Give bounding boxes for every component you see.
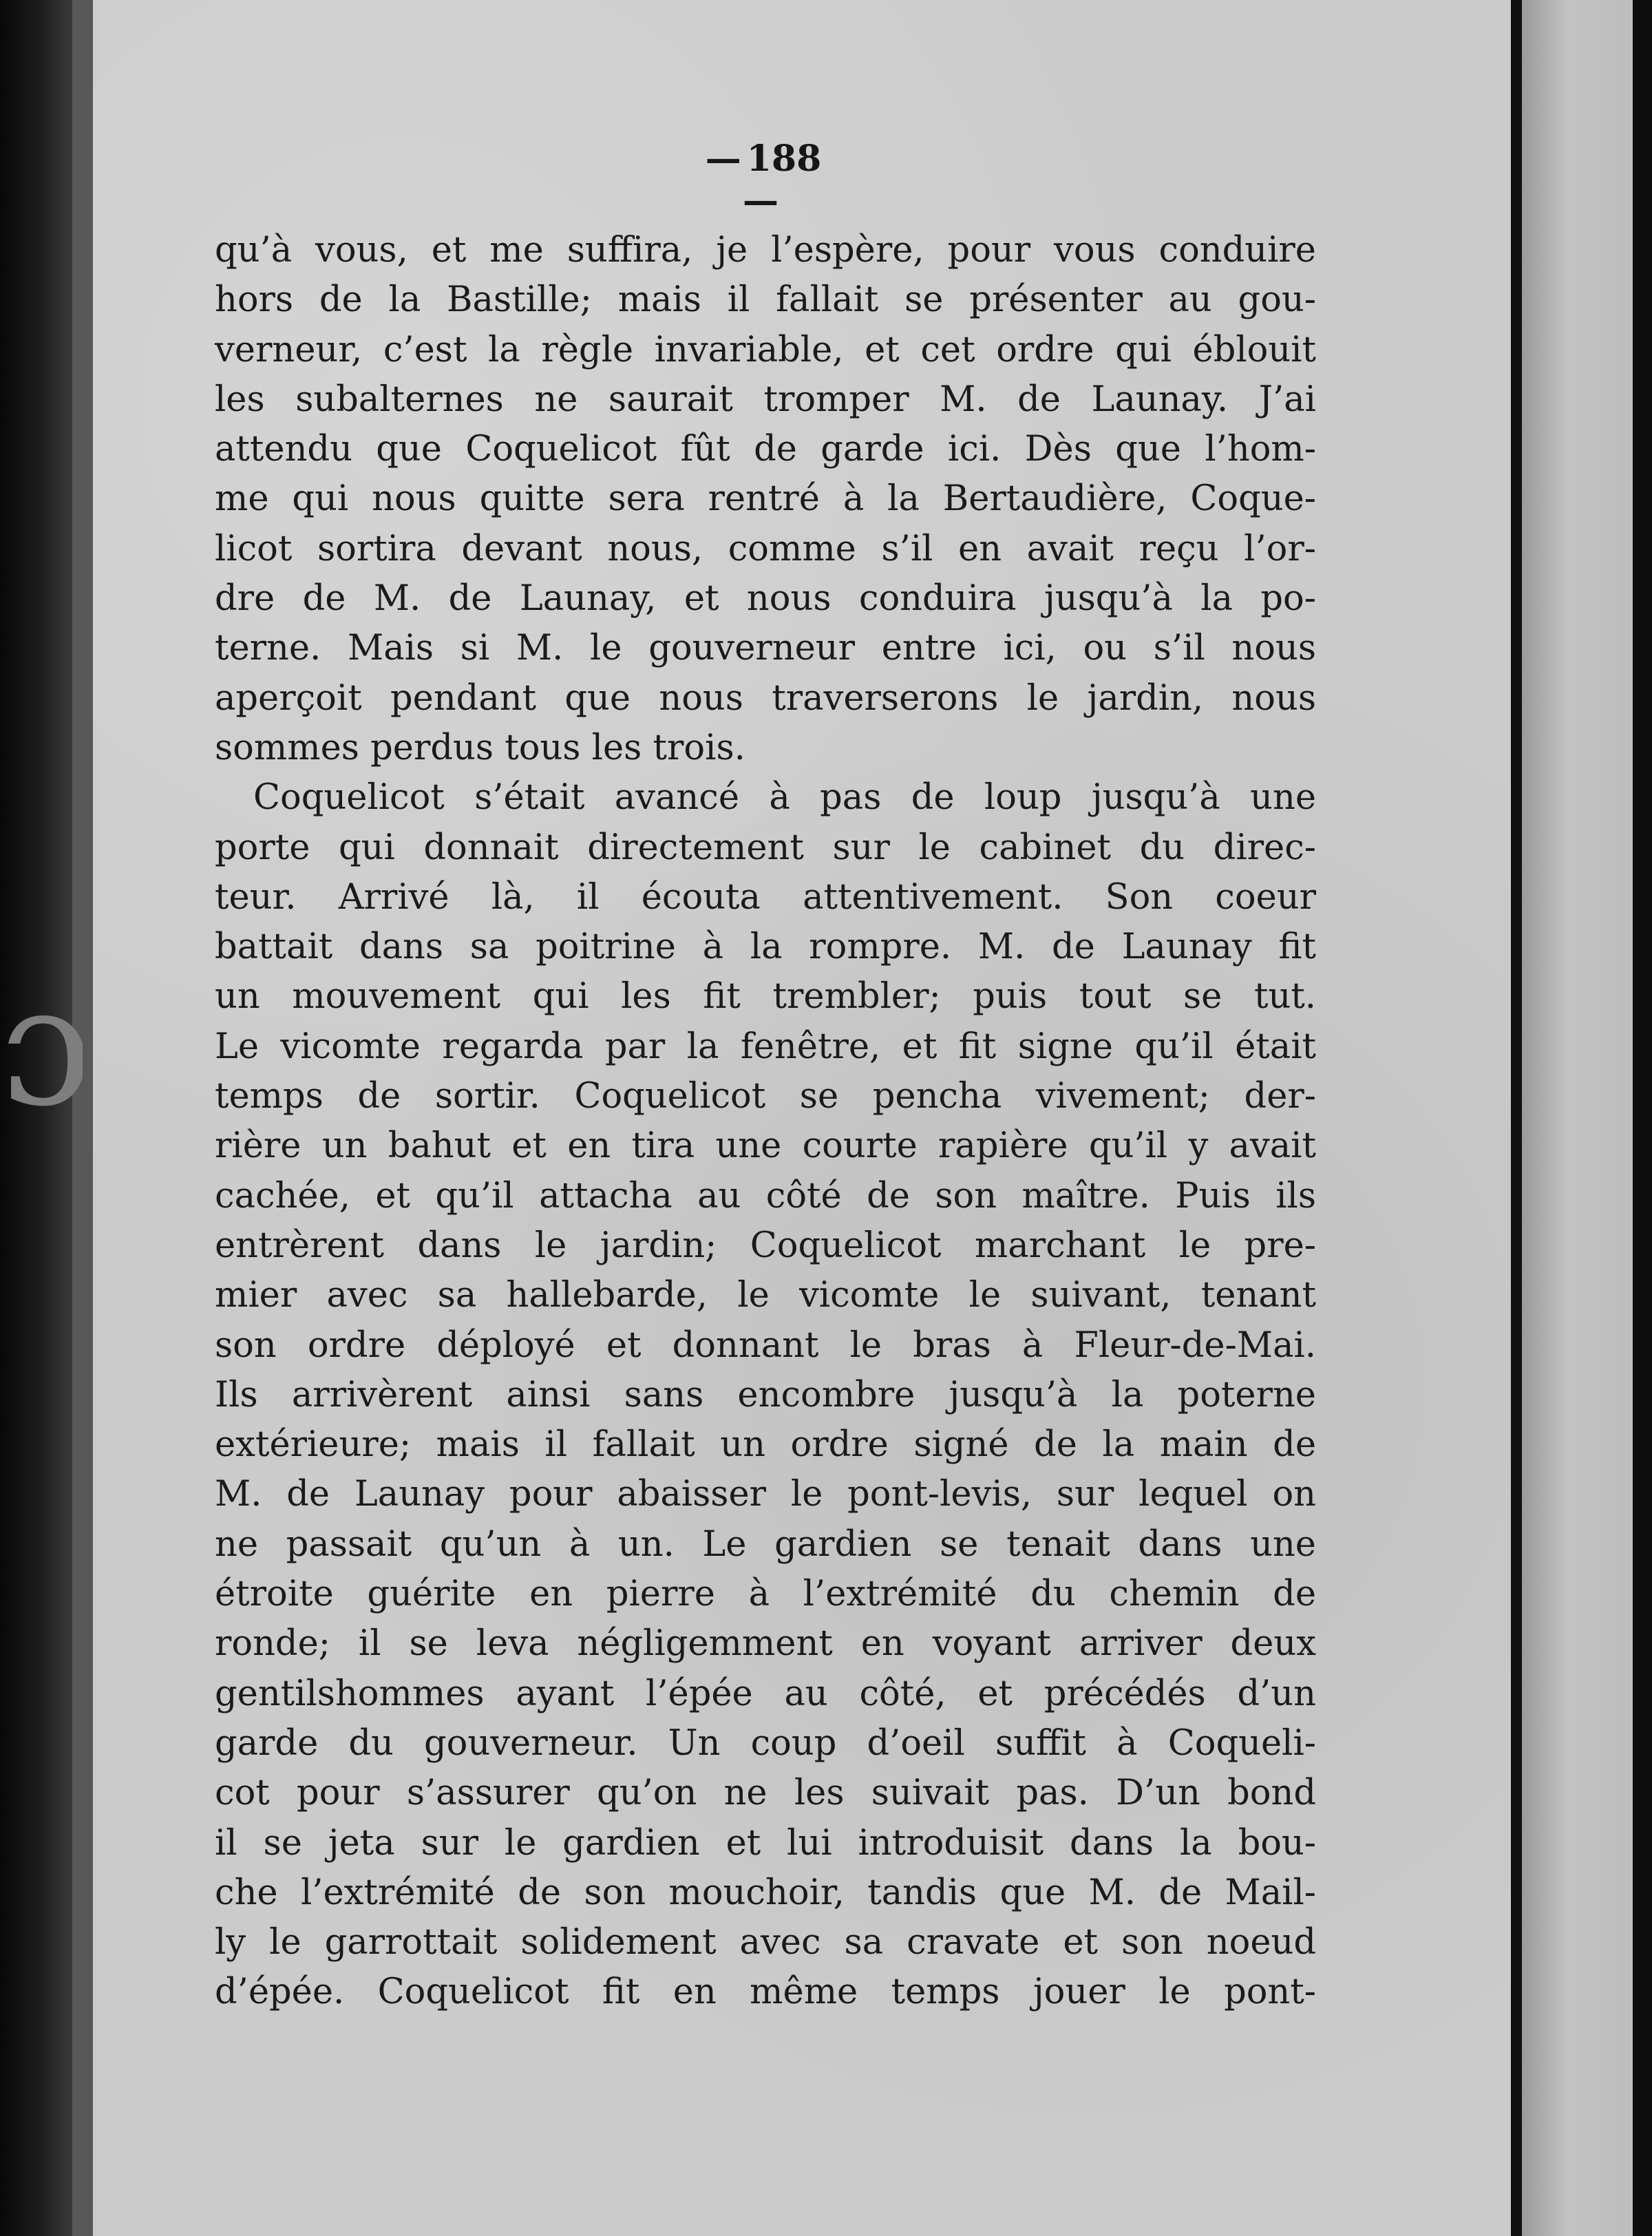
book-gutter bbox=[1511, 0, 1522, 2236]
text-line: les subalternes ne saurait tromper M. de Launay. J’ai bbox=[215, 379, 1316, 420]
paragraph-first-line: Coquelicot s’était avancé à pas de loup jusqu’à une bbox=[253, 777, 1316, 819]
page-number-dash-right: — bbox=[743, 180, 779, 222]
text-line: cachée, et qu’il attacha au côté de son maître. Puis ils bbox=[215, 1175, 1316, 1216]
text-line: attendu que Coquelicot fût de garde ici. Dès que l’hom- bbox=[215, 429, 1316, 470]
text-line: garde du gouverneur. Un coup d’oeil suffit à Coqueli- bbox=[215, 1722, 1316, 1764]
page-number-dash-left: — bbox=[705, 138, 741, 180]
page-number bbox=[678, 138, 843, 222]
text-line: gentilshommes ayant l’épée au côté, et précédés d’un bbox=[215, 1673, 1316, 1714]
text-line: extérieure; mais il fallait un ordre signé de la main de bbox=[215, 1424, 1316, 1466]
text-line: un mouvement qui les fit trembler; puis tout se tut. bbox=[215, 976, 1316, 1017]
text-line: M. de Launay pour abaisser le pont-levis, sur lequel on bbox=[215, 1474, 1316, 1515]
text-line: terne. Mais si M. le gouverneur entre ici, ou s’il nous bbox=[215, 628, 1316, 669]
text-line: qu’à vous, et me suffira, je l’espère, pour vous conduire bbox=[215, 230, 1316, 271]
text-line: aperçoit pendant que nous traverserons le jardin, nous bbox=[215, 677, 1316, 719]
text-line: licot sortira devant nous, comme s’il en avait reçu l’or- bbox=[215, 528, 1316, 569]
text-line: ly le garrottait solidement avec sa cravate et son noeud bbox=[215, 1922, 1316, 1963]
text-line: temps de sortir. Coquelicot se pencha vivement; der- bbox=[215, 1076, 1316, 1117]
text-line: che l’extrémité de son mouchoir, tandis que M. de Mail- bbox=[215, 1872, 1316, 1913]
text-line: il se jeta sur le gardien et lui introduisit dans la bou- bbox=[215, 1822, 1316, 1864]
text-line: son ordre déployé et donnant le bras à Fleur-de-Mai. bbox=[215, 1325, 1316, 1366]
text-line: verneur, c’est la règle invariable, et cet ordre qui éblouit bbox=[215, 329, 1316, 370]
text-line: entrèrent dans le jardin; Coquelicot marchant le pre- bbox=[215, 1225, 1316, 1266]
text-line: ne passait qu’un à un. Le gardien se tenait dans une bbox=[215, 1523, 1316, 1565]
text-line: étroite guérite en pierre à l’extrémité du chemin de bbox=[215, 1574, 1316, 1615]
facing-page-bleed: ɔ bbox=[0, 964, 79, 1143]
text-line: teur. Arrivé là, il écouta attentivement. Son coeur bbox=[215, 876, 1316, 918]
text-line: ronde; il se leva négligemment en voyant arriver deux bbox=[215, 1623, 1316, 1665]
text-line: Le vicomte regarda par la fenêtre, et fit signe qu’il était bbox=[215, 1026, 1316, 1067]
body-text bbox=[215, 226, 1316, 2018]
page-number-value: 188 bbox=[746, 138, 822, 180]
text-line: battait dans sa poitrine à la rompre. M. de Launay fit bbox=[215, 927, 1316, 968]
text-line: cot pour s’assurer qu’on ne les suivait pas. D’un bond bbox=[215, 1773, 1316, 1814]
text-line: Ils arrivèrent ainsi sans encombre jusqu’à la poterne bbox=[215, 1374, 1316, 1415]
paragraph-end-line: sommes perdus tous les trois. bbox=[215, 727, 745, 768]
text-line: porte qui donnait directement sur le cabinet du direc- bbox=[215, 827, 1316, 868]
text-line: hors de la Bastille; mais il fallait se présenter au gou- bbox=[215, 280, 1316, 321]
right-scan-margin bbox=[1633, 0, 1652, 2236]
text-line: mier avec sa hallebarde, le vicomte le suivant, tenant bbox=[215, 1275, 1316, 1316]
text-line: rière un bahut et en tira une courte rapière qu’il y avait bbox=[215, 1126, 1316, 1167]
text-line: dre de M. de Launay, et nous conduira jusqu’à la po- bbox=[215, 578, 1316, 620]
text-line: d’épée. Coquelicot fit en même temps jouer le pont- bbox=[215, 1972, 1316, 2013]
text-line: me qui nous quitte sera rentré à la Bertaudière, Coque- bbox=[215, 478, 1316, 520]
